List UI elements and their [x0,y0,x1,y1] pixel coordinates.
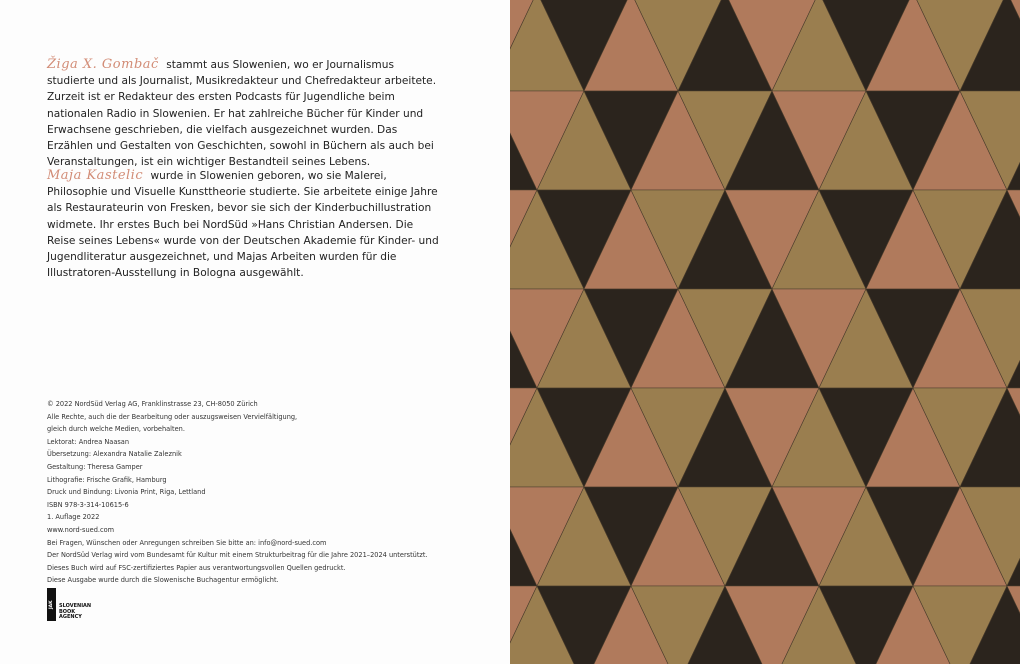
right-page-pattern [510,0,1020,664]
imprint-line: Übersetzung: Alexandra Natalie Zaleznik [47,450,182,459]
logo-mark: JAK [47,588,56,621]
author-bio [47,57,442,170]
author-signature: Žiga X. Gombač [47,57,159,72]
imprint-line: Diese Ausgabe wurde durch die Slowenische Buchagentur ermöglicht. [47,576,279,585]
imprint-line: ISBN 978-3-314-10615-6 [47,500,129,509]
imprint-line: Druck und Bindung: Livonia Print, Riga, Lettland [47,488,206,497]
imprint-line: Lithografie: Frische Grafik, Hamburg [47,475,167,484]
slovenian-book-agency-logo [47,588,91,621]
imprint-line: 1. Auflage 2022 [47,513,100,522]
imprint-line: © 2022 NordSüd Verlag AG, Franklinstrasse 23, CH-8050 Zürich [47,400,258,408]
imprint-line: Bei Fragen, Wünschen oder Anregungen schreiben Sie bitte an: info@nord-sued.com [47,538,327,547]
imprint-line: www.nord-sued.com [47,525,115,534]
illustrator-bio-text: wurde in Slowenien geboren, wo sie Malerei, Philosophie und Visuelle Kunsttheorie studierte. Sie arbeitete einige Jahre als Restaurateurin von Fresken, bevor sie sich der Kinderbuchillustration widmete. Ihr erstes Buch bei NordSüd »Hans Christian Andersen. Die Reise seines Lebens« wurde von der Deutschen Akademie für Kinder- und Jugendliteratur ausgezeichnet, und Majas Arbeiten wurden für die Illustratoren-Ausstellung in Bologna ausgewählt. [47,170,439,280]
author-bio-text: stammt aus Slowenien, wo er Journalismus studierte und als Journalist, Musikredakteur und Chefredakteur arbeitete. Zurzeit ist er Redakteur des ersten Podcasts für Jugendliche beim nationalen Radio in Slowenien. Er hat zahlreiche Bücher für Kinder und Erwachsene geschrieben, die vielfach ausgezeichnet wurden. Das Erzählen und Gestalten von Geschichten, sowohl in Büchern als auch bei Veranstaltungen, ist ein wichtiger Bestandteil seines Lebens. [47,59,437,169]
logo-text [59,604,91,621]
illustrator-signature: Maja Kastelic [47,168,144,183]
triangle-pattern-illustration [510,0,1020,664]
logo-line: BOOK [59,608,76,615]
imprint [47,398,467,587]
imprint-line: Dieses Buch wird auf FSC-zertifiziertes Papier aus verantwortungsvollen Quellen gedruckt. [47,563,346,572]
illustrator-bio [47,168,442,281]
logo-line: AGENCY [59,614,82,620]
imprint-line: Lektorat: Andrea Naasan [47,437,130,446]
imprint-line: Alle Rechte, auch die der Bearbeitung oder auszugsweisen Vervielfältigung, [47,412,298,421]
imprint-line: gleich durch welche Medien, vorbehalten. [47,425,185,434]
imprint-line: Gestaltung: Theresa Gamper [47,462,143,471]
logo-line: SLOVENIAN [59,603,92,609]
imprint-line: Der NordSüd Verlag wird vom Bundesamt für Kultur mit einem Strukturbeitrag für die Jahre 2021–2024 unterstützt. [47,551,428,560]
